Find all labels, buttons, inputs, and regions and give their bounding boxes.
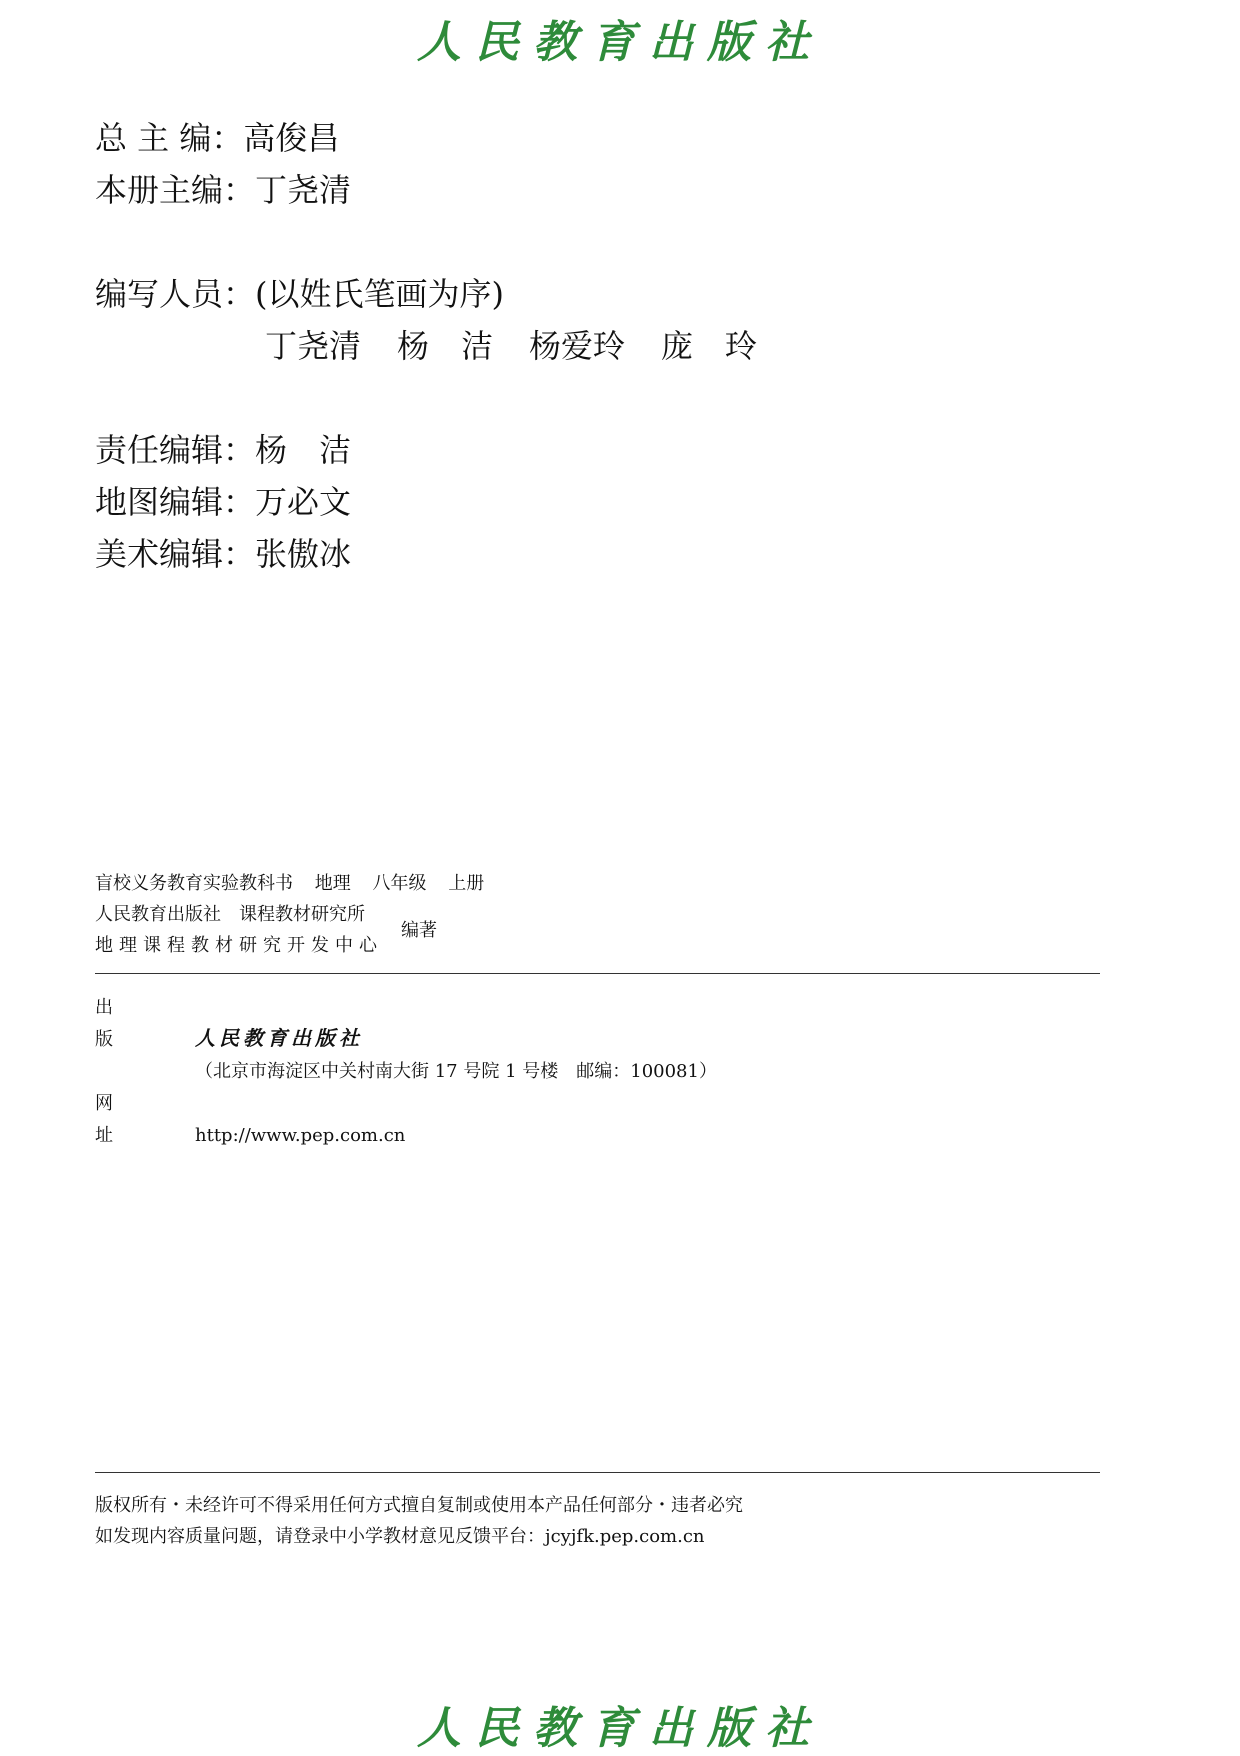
- map-editor-row: [95, 476, 793, 528]
- responsible-editor-row: [95, 424, 793, 476]
- bibliography-block: [95, 868, 500, 961]
- art-editor-label: 美术编辑：: [95, 535, 256, 573]
- writer-name: 庞 玲: [661, 327, 758, 365]
- divider-bottom: [95, 1472, 1100, 1473]
- series-title: [95, 868, 500, 899]
- writers-names: [95, 320, 793, 372]
- art-editor-value: 张傲冰: [255, 535, 352, 573]
- publisher-name: 人民教育出版社: [195, 1026, 363, 1050]
- copyright-notice: 版权所有・未经许可不得采用任何方式擅自复制或使用本产品任何部分・违者必究: [95, 1495, 743, 1516]
- writer-name: 杨 洁: [397, 327, 494, 365]
- author-role: 编著: [401, 919, 437, 941]
- chief-editor-row: [95, 112, 793, 164]
- credits-block: [95, 112, 793, 580]
- website-link[interactable]: http://www.pep.com.cn: [195, 1125, 406, 1146]
- chief-editor-label: 总 主 编：: [95, 119, 244, 157]
- volume-editor-label: 本册主编：: [95, 171, 256, 209]
- series-subject: 地理: [314, 873, 351, 894]
- writers-row: [95, 268, 793, 320]
- art-editor-row: [95, 528, 793, 580]
- author-org-2: 地理课程教材研究开发中心: [95, 935, 383, 956]
- writers-label: 编写人员：(以姓氏笔画为序): [95, 275, 504, 313]
- authors: [95, 899, 500, 961]
- writer-name: 杨爱玲: [529, 327, 626, 365]
- volume-editor-row: [95, 164, 793, 216]
- publisher-logo-top: 人民教育出版社: [417, 17, 823, 68]
- author-org-1: 人民教育出版社 课程教材研究所: [95, 904, 365, 925]
- feedback-notice: 如发现内容质量问题，请登录中小学教材意见反馈平台：jcyjfk.pep.com.cn: [95, 1526, 705, 1547]
- responsible-editor-label: 责任编辑：: [95, 431, 256, 469]
- publisher-logo-bottom: 人民教育出版社: [417, 1703, 823, 1754]
- publisher-label: 出版: [95, 997, 147, 1050]
- series-grade: 八年级: [372, 873, 427, 894]
- series-volume: 上册: [448, 873, 485, 894]
- writer-name: 丁尧清: [265, 327, 362, 365]
- volume-editor-value: 丁尧清: [255, 171, 352, 209]
- divider-top: [95, 973, 1100, 974]
- publisher-address: （北京市海淀区中关村南大街 17 号院 1 号楼 邮编：100081）: [195, 1061, 717, 1082]
- map-editor-label: 地图编辑：: [95, 483, 256, 521]
- publisher-block: [95, 992, 717, 1152]
- chief-editor-value: 高俊昌: [243, 119, 340, 157]
- copyright-block: [95, 1490, 743, 1552]
- website-label: 网址: [95, 1093, 147, 1146]
- map-editor-value: 万必文: [255, 483, 352, 521]
- responsible-editor-value: 杨 洁: [255, 431, 352, 469]
- series-name: 盲校义务教育实验教科书: [95, 873, 293, 894]
